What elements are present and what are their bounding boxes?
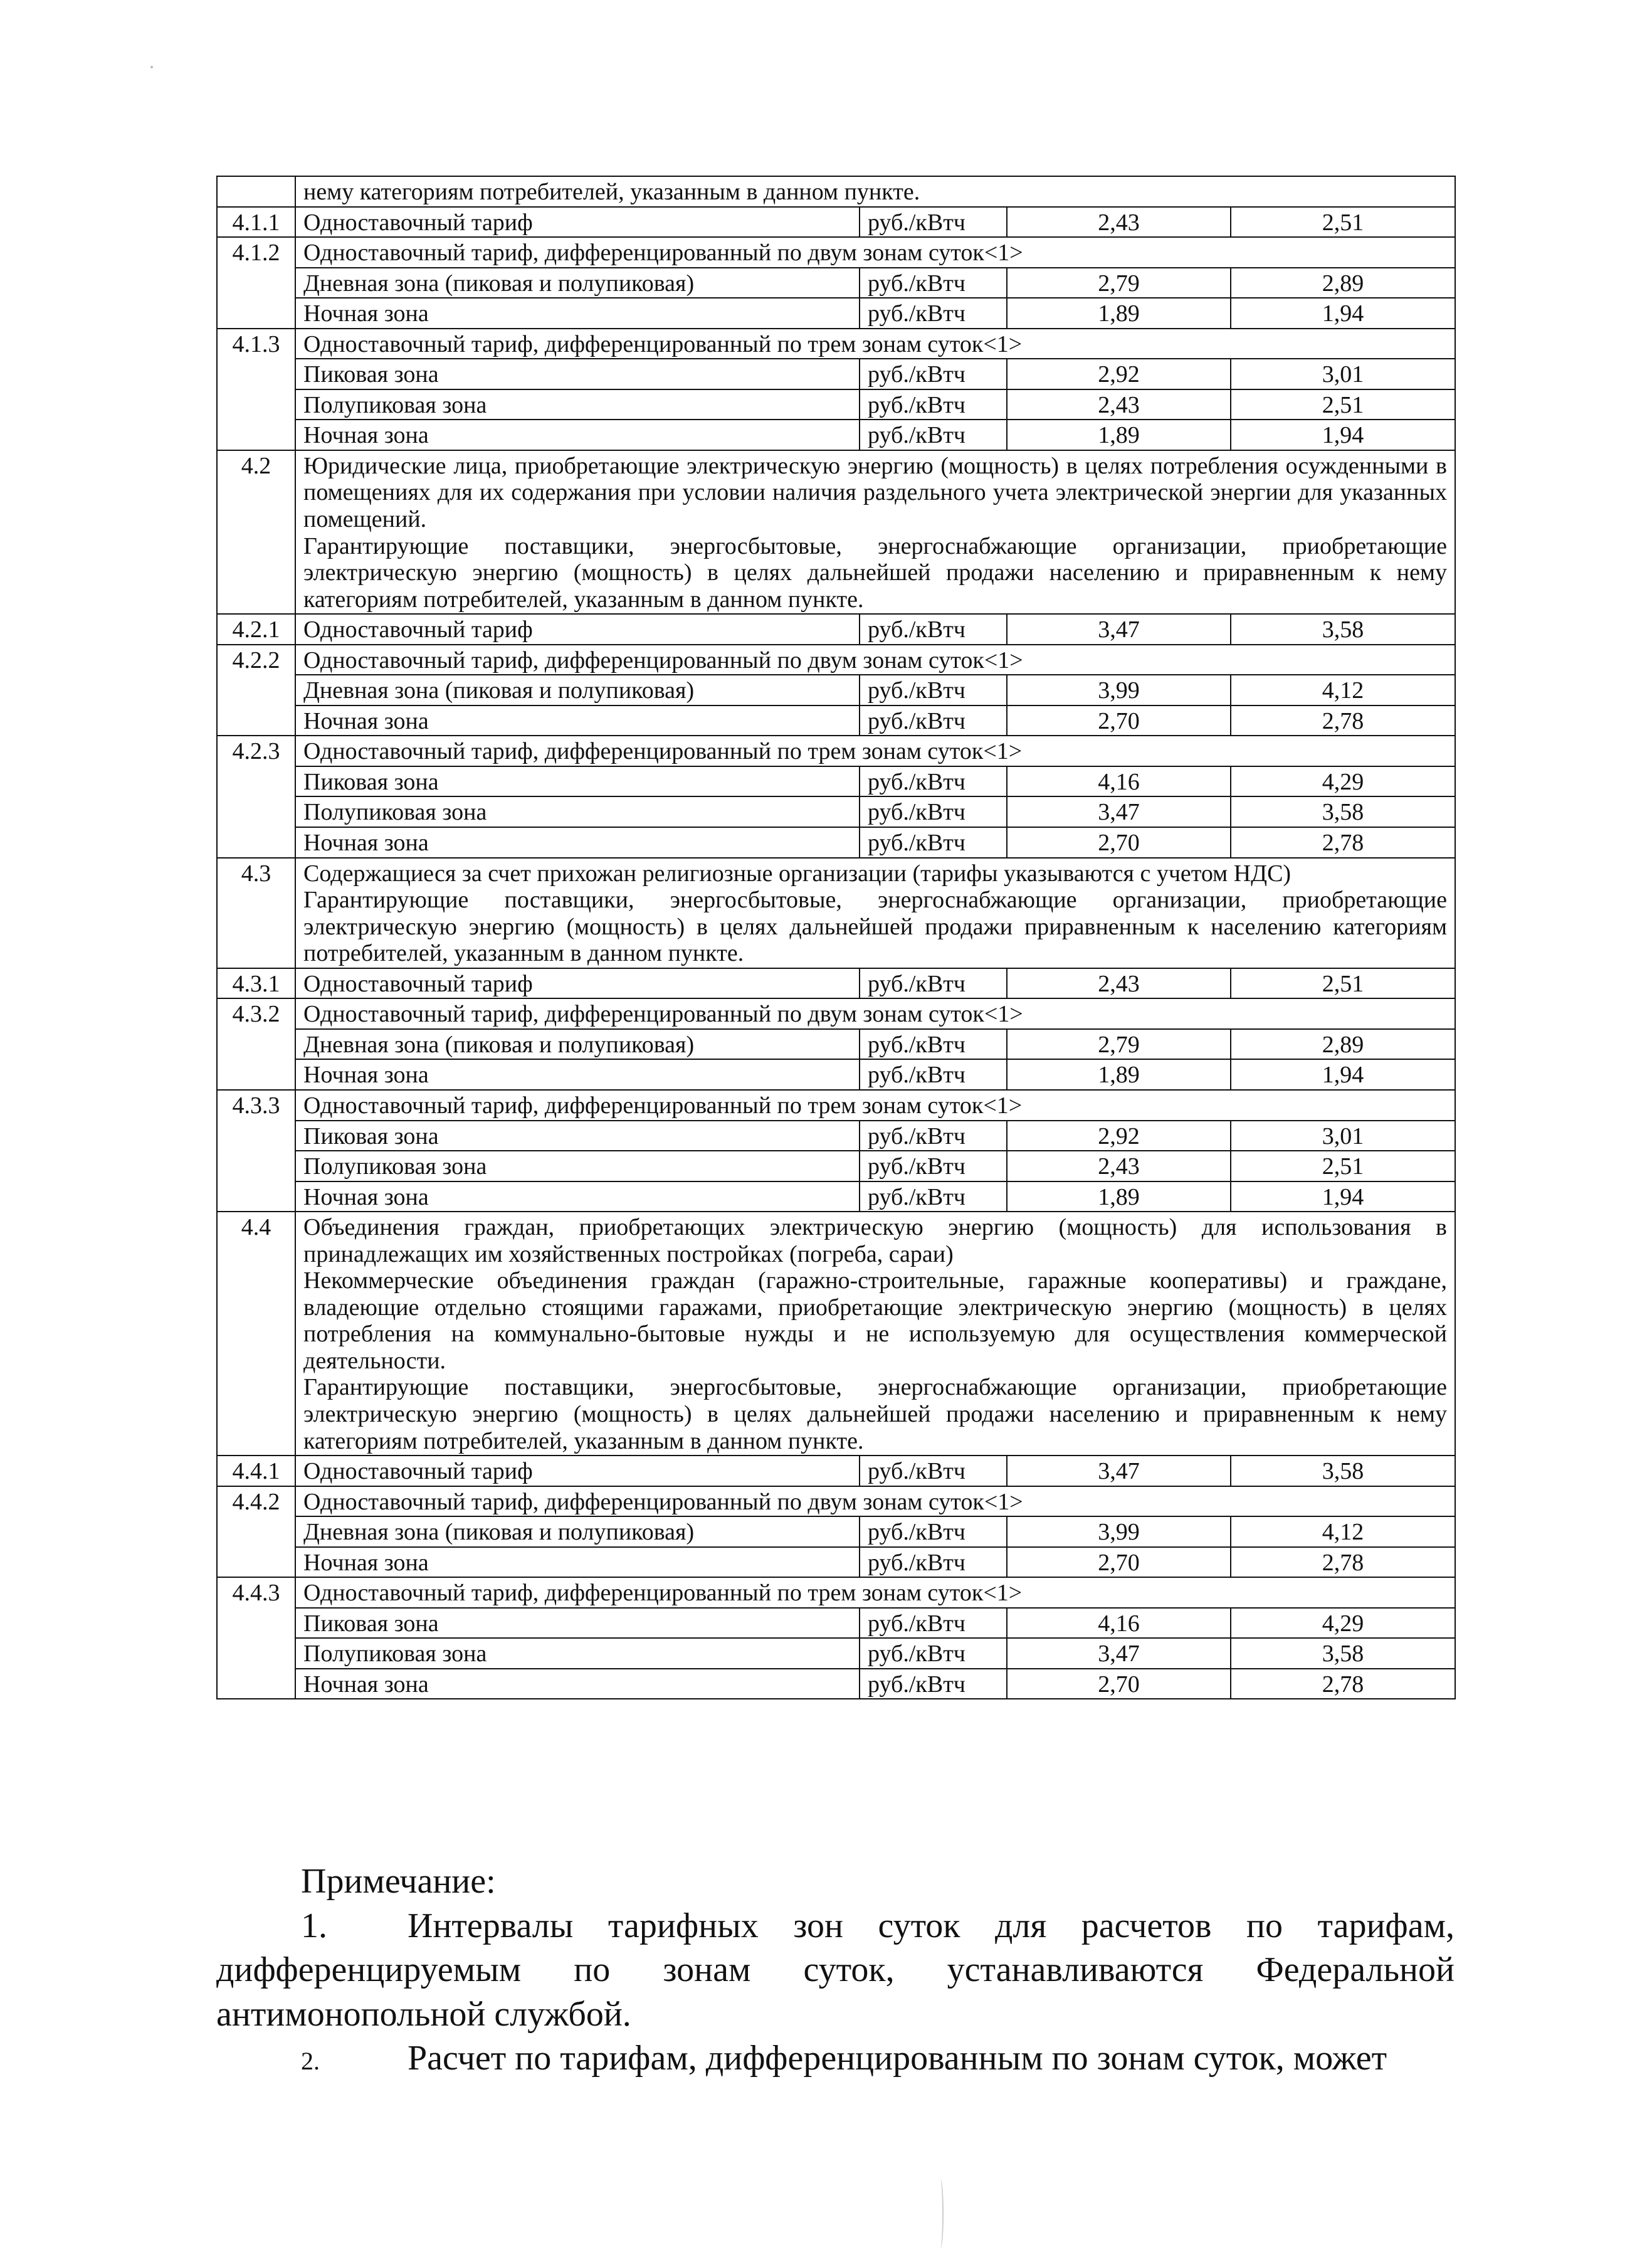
value-first-half-cell: 2,70	[1007, 1669, 1231, 1699]
table-row	[217, 675, 1455, 705]
table-row	[217, 389, 1455, 420]
table-row	[217, 1608, 1455, 1639]
notes-title: Примечание:	[301, 1862, 496, 1901]
table-row	[217, 207, 1455, 238]
row-number-cell: 4.3.2	[217, 998, 295, 1090]
unit-cell: руб./кВтч	[860, 1516, 1007, 1547]
tariff-group-heading-cell: Одноставочный тариф, дифференцированный по трем зонам суток<1>	[295, 329, 1455, 359]
table-row	[217, 827, 1455, 858]
value-second-half-cell: 1,94	[1231, 1181, 1455, 1212]
table-row	[217, 858, 1455, 968]
section-number-cell: 4.2	[217, 450, 295, 614]
value-second-half-cell: 4,12	[1231, 1516, 1455, 1547]
unit-cell: руб./кВтч	[860, 1547, 1007, 1578]
note-text: Интервалы тарифных зон суток для расчетов по тарифам, дифференцируемым по зонам суток, устанавливаются Федеральной антимонопольной службой.	[216, 1906, 1455, 2034]
value-second-half-cell: 3,58	[1231, 614, 1455, 645]
zone-label-cell: Пиковая зона	[295, 359, 860, 389]
value-first-half-cell: 1,89	[1007, 420, 1231, 450]
unit-cell: руб./кВтч	[860, 1669, 1007, 1699]
value-second-half-cell: 2,51	[1231, 968, 1455, 999]
value-first-half-cell: 3,47	[1007, 1638, 1231, 1669]
value-first-half-cell: 2,79	[1007, 1029, 1231, 1060]
unit-cell: руб./кВтч	[860, 1638, 1007, 1669]
zone-label-cell: Ночная зона	[295, 827, 860, 858]
value-first-half-cell: 3,47	[1007, 796, 1231, 827]
value-first-half-cell: 3,99	[1007, 675, 1231, 705]
table-row	[217, 645, 1455, 675]
table-row	[217, 1059, 1455, 1090]
value-second-half-cell: 1,94	[1231, 420, 1455, 450]
table-row	[217, 736, 1455, 766]
table-row	[217, 298, 1455, 329]
note-number: 2.	[301, 2047, 320, 2076]
row-number-cell: 4.1.2	[217, 237, 295, 329]
value-first-half-cell: 1,89	[1007, 1181, 1231, 1212]
zone-label-cell: Ночная зона	[295, 1059, 860, 1090]
value-second-half-cell: 1,94	[1231, 1059, 1455, 1090]
value-first-half-cell: 2,92	[1007, 1121, 1231, 1151]
unit-cell: руб./кВтч	[860, 420, 1007, 450]
table-row	[217, 268, 1455, 299]
zone-label-cell: Пиковая зона	[295, 766, 860, 797]
value-first-half-cell: 4,16	[1007, 766, 1231, 797]
note-number: 1.	[301, 1906, 327, 1945]
unit-cell: руб./кВтч	[860, 766, 1007, 797]
table-row	[217, 1456, 1455, 1486]
value-second-half-cell: 2,78	[1231, 1547, 1455, 1578]
value-second-half-cell: 3,58	[1231, 1638, 1455, 1669]
zone-label-cell: Дневная зона (пиковая и полупиковая)	[295, 268, 860, 299]
section-description-cell	[295, 450, 1455, 614]
table-row	[217, 1638, 1455, 1669]
tariff-table	[216, 176, 1456, 1699]
table-row	[217, 766, 1455, 797]
row-number-cell: 4.3.1	[217, 968, 295, 999]
row-number-cell: 4.2.2	[217, 645, 295, 736]
section-description-cell	[295, 1212, 1455, 1456]
zone-label-cell: Ночная зона	[295, 1547, 860, 1578]
table-row	[217, 1151, 1455, 1181]
table-row	[217, 1090, 1455, 1121]
zone-label-cell: Пиковая зона	[295, 1608, 860, 1639]
value-first-half-cell: 2,43	[1007, 1151, 1231, 1181]
zone-label-cell: Ночная зона	[295, 1669, 860, 1699]
table-row	[217, 1486, 1455, 1517]
table-row	[217, 705, 1455, 736]
table-row	[217, 359, 1455, 389]
tariff-group-heading-cell: Одноставочный тариф, дифференцированный по двум зонам суток<1>	[295, 1486, 1455, 1517]
value-second-half-cell: 2,51	[1231, 207, 1455, 238]
value-first-half-cell: 1,89	[1007, 298, 1231, 329]
section-number-cell: 4.3	[217, 858, 295, 968]
tariff-label-cell: Одноставочный тариф	[295, 968, 860, 999]
table-row	[217, 329, 1455, 359]
zone-label-cell: Ночная зона	[295, 1181, 860, 1212]
zone-label-cell: Ночная зона	[295, 420, 860, 450]
tariff-group-heading-cell: Одноставочный тариф, дифференцированный по двум зонам суток<1>	[295, 237, 1455, 268]
unit-cell: руб./кВтч	[860, 1121, 1007, 1151]
unit-cell: руб./кВтч	[860, 796, 1007, 827]
row-number-cell	[217, 176, 295, 207]
unit-cell: руб./кВтч	[860, 1151, 1007, 1181]
unit-cell: руб./кВтч	[860, 359, 1007, 389]
value-second-half-cell: 2,78	[1231, 1669, 1455, 1699]
unit-cell: руб./кВтч	[860, 1608, 1007, 1639]
zone-label-cell: Дневная зона (пиковая и полупиковая)	[295, 675, 860, 705]
unit-cell: руб./кВтч	[860, 827, 1007, 858]
table-row	[217, 1577, 1455, 1608]
unit-cell: руб./кВтч	[860, 207, 1007, 238]
table-row	[217, 1121, 1455, 1151]
unit-cell: руб./кВтч	[860, 298, 1007, 329]
row-number-cell: 4.2.3	[217, 736, 295, 857]
value-second-half-cell: 3,58	[1231, 796, 1455, 827]
unit-cell: руб./кВтч	[860, 1181, 1007, 1212]
value-first-half-cell: 2,70	[1007, 705, 1231, 736]
table-row	[217, 1669, 1455, 1699]
section-paragraph: Некоммерческие объединения граждан (гаражно-строительные, гаражные кооперативы) и граждане, владеющие отдельно стоящими гаражами, приобретающие электрическую энергию (мощность) в целях потребления на коммунально-бытовые нужды и не используемую для осуществления коммерческой деятельности.	[303, 1267, 1448, 1374]
note-text: Расчет по тарифам, дифференцированным по зонам суток, может	[408, 2039, 1387, 2078]
section-number-cell: 4.4	[217, 1212, 295, 1456]
row-number-cell: 4.3.3	[217, 1090, 295, 1212]
unit-cell: руб./кВтч	[860, 389, 1007, 420]
scan-speck	[150, 66, 153, 68]
row-number-cell: 4.1.3	[217, 329, 295, 450]
row-number-cell: 4.4.3	[217, 1577, 295, 1699]
row-text-cell: нему категориям потребителей, указанным в данном пункте.	[295, 176, 1455, 207]
note-item	[216, 2036, 1455, 2081]
value-second-half-cell: 3,58	[1231, 1456, 1455, 1486]
tariff-table-body	[217, 176, 1455, 1699]
zone-label-cell: Полупиковая зона	[295, 389, 860, 420]
value-second-half-cell: 2,51	[1231, 1151, 1455, 1181]
table-row	[217, 796, 1455, 827]
unit-cell: руб./кВтч	[860, 614, 1007, 645]
row-number-cell: 4.4.2	[217, 1486, 295, 1578]
section-paragraph: Гарантирующие поставщики, энергосбытовые, энергоснабжающие организации, приобретающие электрическую энергию (мощность) в целях дальнейшей продажи приравненным к населению категориям потребителей, указанным в данном пункте.	[303, 887, 1448, 967]
value-second-half-cell: 3,01	[1231, 359, 1455, 389]
tariff-label-cell: Одноставочный тариф	[295, 1456, 860, 1486]
zone-label-cell: Полупиковая зона	[295, 796, 860, 827]
unit-cell: руб./кВтч	[860, 1029, 1007, 1060]
row-number-cell: 4.2.1	[217, 614, 295, 645]
tariff-group-heading-cell: Одноставочный тариф, дифференцированный по двум зонам суток<1>	[295, 645, 1455, 675]
tariff-group-heading-cell: Одноставочный тариф, дифференцированный по двум зонам суток<1>	[295, 998, 1455, 1029]
tariff-label-cell: Одноставочный тариф	[295, 614, 860, 645]
notes-block	[216, 1859, 1455, 2081]
value-second-half-cell: 2,78	[1231, 827, 1455, 858]
zone-label-cell: Полупиковая зона	[295, 1151, 860, 1181]
table-row	[217, 968, 1455, 999]
tariff-group-heading-cell: Одноставочный тариф, дифференцированный по трем зонам суток<1>	[295, 1090, 1455, 1121]
table-row	[217, 1181, 1455, 1212]
row-number-cell: 4.4.1	[217, 1456, 295, 1486]
value-first-half-cell: 1,89	[1007, 1059, 1231, 1090]
value-second-half-cell: 2,89	[1231, 268, 1455, 299]
value-second-half-cell: 4,12	[1231, 675, 1455, 705]
value-first-half-cell: 3,47	[1007, 1456, 1231, 1486]
unit-cell: руб./кВтч	[860, 675, 1007, 705]
table-row	[217, 1029, 1455, 1060]
value-first-half-cell: 2,43	[1007, 207, 1231, 238]
zone-label-cell: Пиковая зона	[295, 1121, 860, 1151]
scan-edge-mark	[937, 2179, 944, 2248]
table-row	[217, 450, 1455, 614]
table-row	[217, 176, 1455, 207]
table-row	[217, 420, 1455, 450]
section-paragraph: Гарантирующие поставщики, энергосбытовые, энергоснабжающие организации, приобретающие электрическую энергию (мощность) в целях дальнейшей продажи населению и приравненным к нему категориям потребителей, указанным в данном пункте.	[303, 532, 1448, 613]
value-first-half-cell: 3,99	[1007, 1516, 1231, 1547]
table-row	[217, 1547, 1455, 1578]
tariff-label-cell: Одноставочный тариф	[295, 207, 860, 238]
section-paragraph: Объединения граждан, приобретающих электрическую энергию (мощность) для использования в принадлежащих им хозяйственных постройках (погреба, сараи)	[303, 1214, 1448, 1267]
value-first-half-cell: 2,43	[1007, 389, 1231, 420]
tariff-group-heading-cell: Одноставочный тариф, дифференцированный по трем зонам суток<1>	[295, 1577, 1455, 1608]
value-second-half-cell: 1,94	[1231, 298, 1455, 329]
section-description-cell	[295, 858, 1455, 968]
value-first-half-cell: 2,70	[1007, 1547, 1231, 1578]
unit-cell: руб./кВтч	[860, 1059, 1007, 1090]
table-row	[217, 614, 1455, 645]
section-paragraph: Юридические лица, приобретающие электрическую энергию (мощность) в целях потребления осужденными в помещениях для их содержания при условии наличия раздельного учета электрической энергии для указанных помещений.	[303, 452, 1448, 533]
zone-label-cell: Дневная зона (пиковая и полупиковая)	[295, 1029, 860, 1060]
value-first-half-cell: 2,43	[1007, 968, 1231, 999]
table-row	[217, 998, 1455, 1029]
value-second-half-cell: 4,29	[1231, 1608, 1455, 1639]
table-row	[217, 237, 1455, 268]
unit-cell: руб./кВтч	[860, 268, 1007, 299]
value-second-half-cell: 2,89	[1231, 1029, 1455, 1060]
zone-label-cell: Дневная зона (пиковая и полупиковая)	[295, 1516, 860, 1547]
value-second-half-cell: 2,78	[1231, 705, 1455, 736]
row-number-cell: 4.1.1	[217, 207, 295, 238]
zone-label-cell: Ночная зона	[295, 298, 860, 329]
table-row	[217, 1212, 1455, 1456]
note-item	[216, 1904, 1455, 2037]
table-row	[217, 1516, 1455, 1547]
notes-list	[216, 1904, 1455, 2081]
value-first-half-cell: 4,16	[1007, 1608, 1231, 1639]
value-second-half-cell: 2,51	[1231, 389, 1455, 420]
value-first-half-cell: 2,79	[1007, 268, 1231, 299]
section-paragraph: Гарантирующие поставщики, энергосбытовые, энергоснабжающие организации, приобретающие электрическую энергию (мощность) в целях дальнейшей продажи населению и приравненным к нему категориям потребителей, указанным в данном пункте.	[303, 1374, 1448, 1454]
value-first-half-cell: 2,92	[1007, 359, 1231, 389]
value-first-half-cell: 2,70	[1007, 827, 1231, 858]
unit-cell: руб./кВтч	[860, 1456, 1007, 1486]
section-paragraph: Содержащиеся за счет прихожан религиозные организации (тарифы указываются с учетом НДС)	[303, 860, 1292, 887]
unit-cell: руб./кВтч	[860, 968, 1007, 999]
value-first-half-cell: 3,47	[1007, 614, 1231, 645]
zone-label-cell: Ночная зона	[295, 705, 860, 736]
zone-label-cell: Полупиковая зона	[295, 1638, 860, 1669]
tariff-group-heading-cell: Одноставочный тариф, дифференцированный по трем зонам суток<1>	[295, 736, 1455, 766]
unit-cell: руб./кВтч	[860, 705, 1007, 736]
value-second-half-cell: 4,29	[1231, 766, 1455, 797]
value-second-half-cell: 3,01	[1231, 1121, 1455, 1151]
